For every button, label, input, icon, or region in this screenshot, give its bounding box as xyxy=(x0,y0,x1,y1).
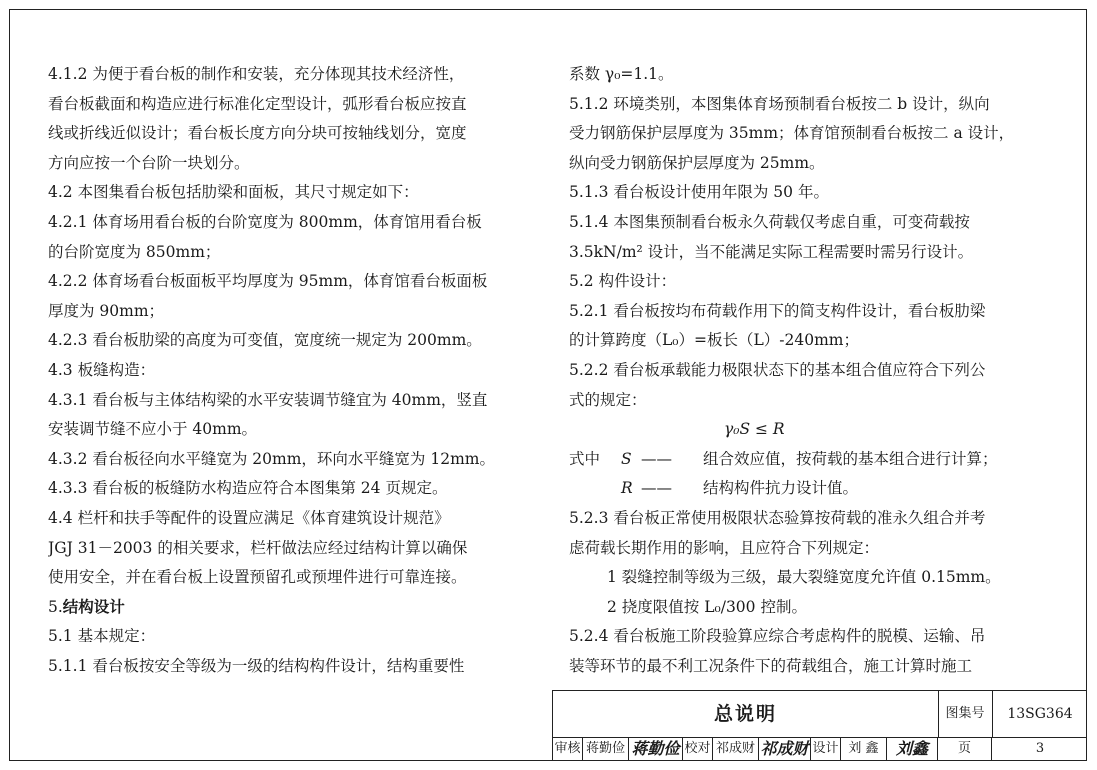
text-line: 的计算跨度（L₀）=板长（L）-240mm； xyxy=(569,331,860,350)
text-line: 4.3 板缝构造： xyxy=(48,360,156,379)
page-number: 3 xyxy=(1035,741,1045,756)
text-line: 4.2.2 体育场看台板面板平均厚度为 95mm，体育馆看台板面板 xyxy=(48,272,488,291)
designer-name: 刘 鑫 xyxy=(841,737,887,761)
check-label: 校对 xyxy=(683,737,713,761)
text-line: 式的规定： xyxy=(569,390,647,409)
definition-r xyxy=(569,474,1049,504)
definition-text: 组合效应值，按荷载的基本组合进行计算； xyxy=(703,449,998,468)
definition-text: 结构构件抗力设计值。 xyxy=(703,479,859,498)
text-line: 5.1.3 看台板设计使用年限为 50 年。 xyxy=(569,183,829,202)
left-column xyxy=(48,60,528,681)
text-line: 纵向受力钢筋保护层厚度为 25mm。 xyxy=(569,153,825,172)
drawing-title: 总说明 xyxy=(553,691,939,737)
dash: —— xyxy=(641,479,672,498)
text-line: 4.3.3 看台板的板缝防水构造应符合本图集第 24 页规定。 xyxy=(48,479,448,498)
text-line: 4.2.3 看台板肋梁的高度为可变值，宽度统一规定为 200mm。 xyxy=(48,331,482,350)
text-line: 3.5kN/m² 设计，当不能满足实际工程需要时需另行设计。 xyxy=(569,242,974,261)
page-label: 页 xyxy=(938,737,992,761)
text-line: 方向应按一个台阶一块划分。 xyxy=(48,153,250,172)
text-line: 5.2.2 看台板承载能力极限状态下的基本组合值应符合下列公 xyxy=(569,360,986,379)
review-label: 审核 xyxy=(553,737,583,761)
text-line: 5.2.4 看台板施工阶段验算应综合考虑构件的脱模、运输、吊 xyxy=(569,627,986,646)
checker-signature: 祁成财 xyxy=(759,737,811,761)
dash: —— xyxy=(641,449,672,468)
text-line: 5.1.1 看台板按安全等级为一级的结构构件设计，结构重要性 xyxy=(48,656,465,675)
text-line: 线或折线近似设计；看台板长度方向分块可按轴线划分，宽度 xyxy=(48,124,467,143)
designer-signature: 刘鑫 xyxy=(887,737,938,761)
text-line: 5.2.3 看台板正常使用极限状态验算按荷载的准永久组合并考 xyxy=(569,508,986,527)
text-line: 厚度为 90mm； xyxy=(48,301,165,320)
text-line: 受力钢筋保护层厚度为 35mm；体育馆预制看台板按二 a 设计， xyxy=(569,124,1015,143)
section-heading xyxy=(48,593,528,623)
right-column xyxy=(569,60,1049,681)
text-line: 4.1.2 为便于看台板的制作和安装，充分体现其技术经济性， xyxy=(48,65,465,83)
text-line: 5.2.1 看台板按均布荷载作用下的简支构件设计，看台板肋梁 xyxy=(569,301,986,320)
formula: γ₀S ≤ R xyxy=(724,420,785,439)
signature-row xyxy=(553,737,1087,761)
list-item: 2 挠度限值按 L₀/300 控制。 xyxy=(607,597,807,616)
checker-name: 祁成财 xyxy=(713,737,759,761)
title-block-header xyxy=(553,691,1087,738)
text-line: 5.1 基本规定： xyxy=(48,627,156,646)
text-line: 使用安全，并在看台板上设置预留孔或预埋件进行可靠连接。 xyxy=(48,568,467,587)
list-item: 1 裂缝控制等级为三级，最大裂缝宽度允许值 0.15mm。 xyxy=(607,568,1001,587)
symbol-r: R xyxy=(621,479,633,498)
text-line: 4.3.2 看台板径向水平缝宽为 20mm，环向水平缝宽为 12mm。 xyxy=(48,449,495,468)
text-line: 4.3.1 看台板与主体结构梁的水平安装调节缝宜为 40mm，竖直 xyxy=(48,390,488,409)
atlas-number-value: 13SG364 xyxy=(1007,706,1073,722)
section-number: 5. xyxy=(48,597,63,616)
text-line: 4.4 栏杆和扶手等配件的设置应满足《体育建筑设计规范》 xyxy=(48,508,450,527)
atlas-number-label: 图集号 xyxy=(938,691,993,737)
title-block xyxy=(552,690,1087,761)
text-line: 的台阶宽度为 850mm； xyxy=(48,242,221,261)
text-line: 5.2 构件设计： xyxy=(569,272,677,291)
text-line: 系数 γ₀=1.1。 xyxy=(569,65,674,83)
reviewer-name: 蒋勤俭 xyxy=(583,737,629,761)
definition-s xyxy=(569,445,1049,475)
design-label: 设计 xyxy=(811,737,841,761)
text-line: 4.2 本图集看台板包括肋梁和面板，其尺寸规定如下： xyxy=(48,183,419,202)
reviewer-signature: 蒋勤俭 xyxy=(629,737,683,761)
symbol-s: S xyxy=(621,449,632,468)
text-line: 5.1.2 环境类别，本图集体育场预制看台板按二 b 设计，纵向 xyxy=(569,94,990,113)
text-line: 4.2.1 体育场用看台板的台阶宽度为 800mm，体育馆用看台板 xyxy=(48,212,482,231)
text-line: 装等环节的最不利工况条件下的荷载组合，施工计算时施工 xyxy=(569,656,973,675)
text-line: 虑荷载长期作用的影响，且应符合下列规定： xyxy=(569,538,880,557)
text-line: 5.1.4 本图集预制看台板永久荷载仅考虑自重，可变荷载按 xyxy=(569,212,970,231)
text-line: 安装调节缝不应小于 40mm。 xyxy=(48,420,258,439)
text-line: JGJ 31－2003 的相关要求，栏杆做法应经过结构计算以确保 xyxy=(48,538,468,557)
where-label: 式中 xyxy=(569,449,601,468)
text-line: 看台板截面和构造应进行标准化定型设计，弧形看台板应按直 xyxy=(48,94,467,113)
section-title: 结构设计 xyxy=(62,597,125,616)
